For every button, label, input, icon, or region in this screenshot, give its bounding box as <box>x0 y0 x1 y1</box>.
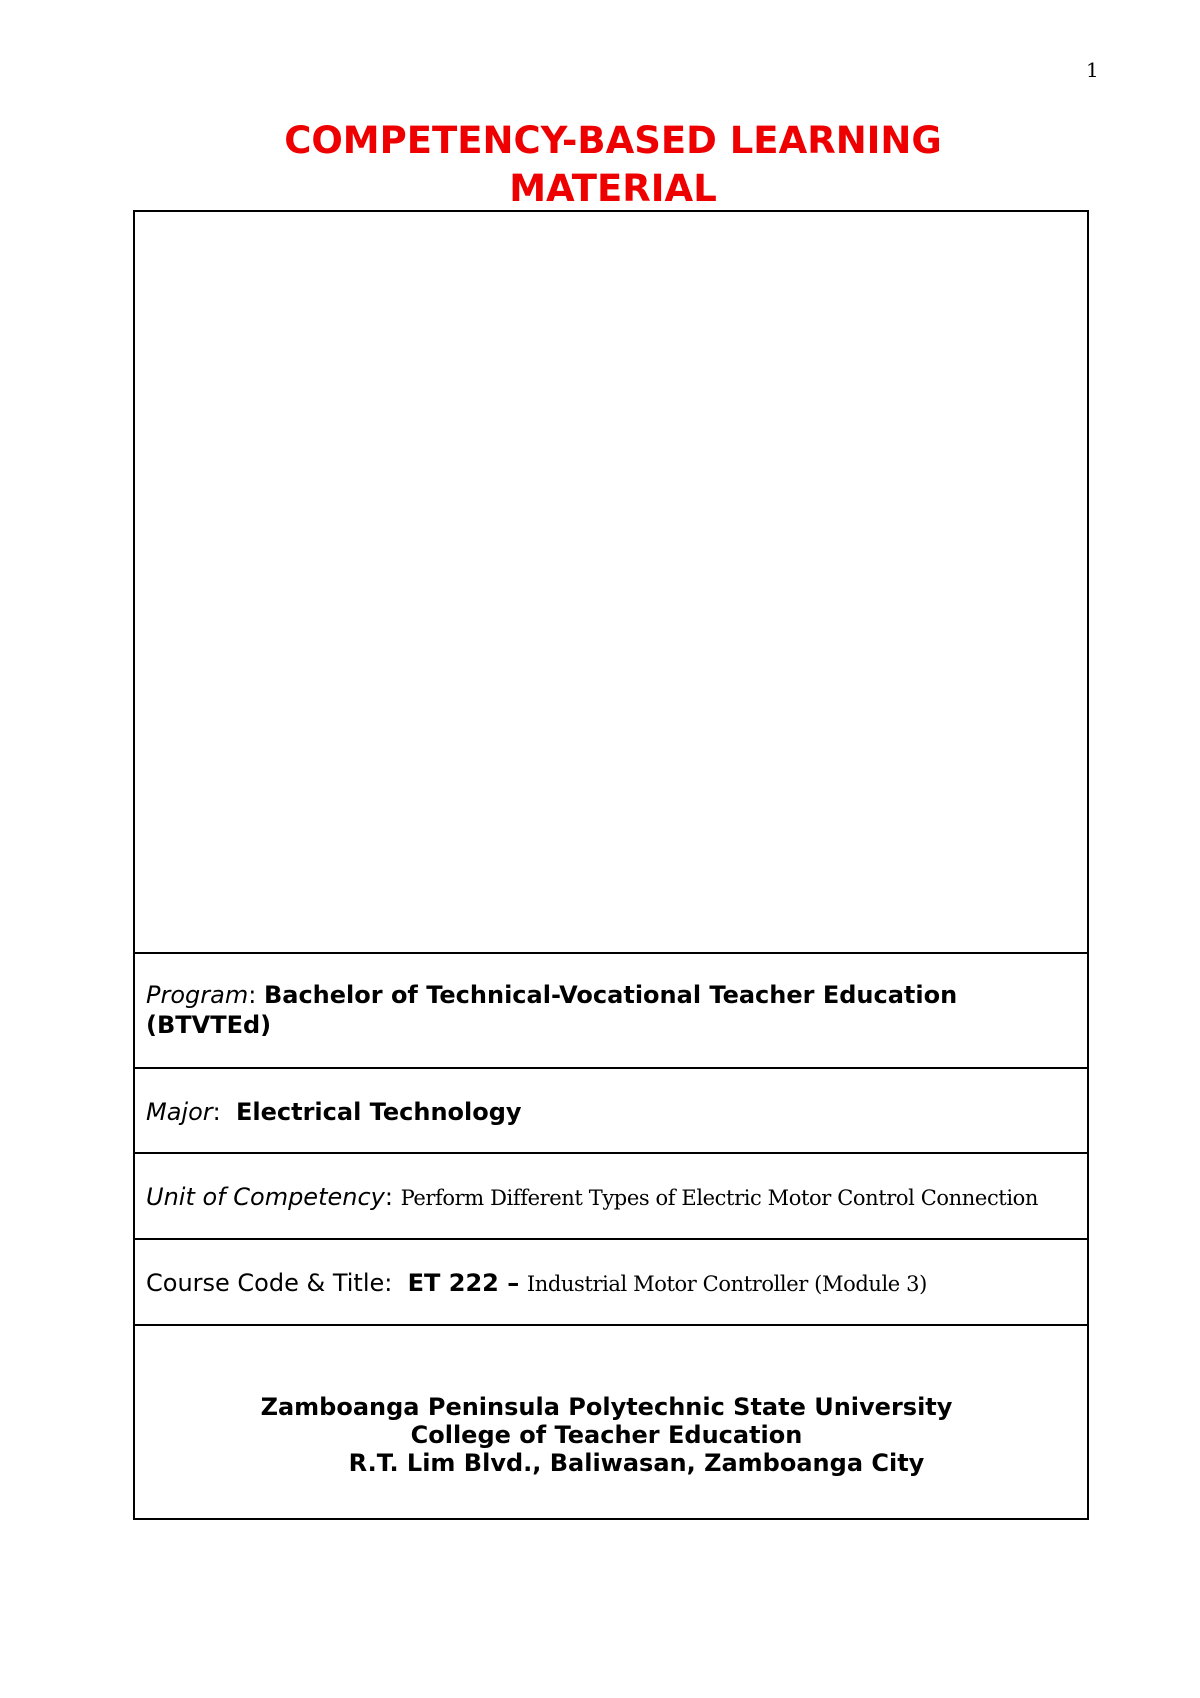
school-name: Zamboanga Peninsula Polytechnic State University <box>260 1393 953 1421</box>
unit-of-competency-row <box>135 1154 1087 1240</box>
course-code: ET 222 – <box>407 1269 520 1297</box>
unit-label: Unit of Competency <box>146 1183 385 1211</box>
unit-value: Perform Different Types of Electric Motor Control Connection <box>400 1186 1039 1210</box>
college-name: College of Teacher Education <box>410 1421 803 1449</box>
school-block <box>135 1326 1087 1520</box>
cover-box <box>133 210 1089 1520</box>
unit-separator: : <box>384 1183 393 1211</box>
course-row <box>135 1240 1087 1326</box>
page-number: 1 <box>1086 58 1099 82</box>
major-value: Electrical Technology <box>236 1098 522 1126</box>
course-label: Course Code & Title: <box>146 1269 393 1297</box>
program-label: Program <box>146 981 249 1009</box>
course-title: Industrial Motor Controller (Module 3) <box>526 1272 927 1296</box>
document-title-line-2: MATERIAL <box>509 167 717 210</box>
major-separator: : <box>212 1098 221 1126</box>
program-row <box>135 954 1087 1069</box>
program-value: Bachelor of Technical-Vocational Teacher Education (BTVTEd) <box>146 981 958 1039</box>
cover-image-placeholder <box>135 212 1087 954</box>
school-address: R.T. Lim Blvd., Baliwasan, Zamboanga City <box>348 1449 925 1477</box>
major-row <box>135 1069 1087 1154</box>
major-label: Major <box>146 1098 213 1126</box>
document-title <box>133 117 1093 213</box>
program-separator: : <box>248 981 257 1009</box>
document-title-line-1: COMPETENCY-BASED LEARNING <box>284 119 942 162</box>
